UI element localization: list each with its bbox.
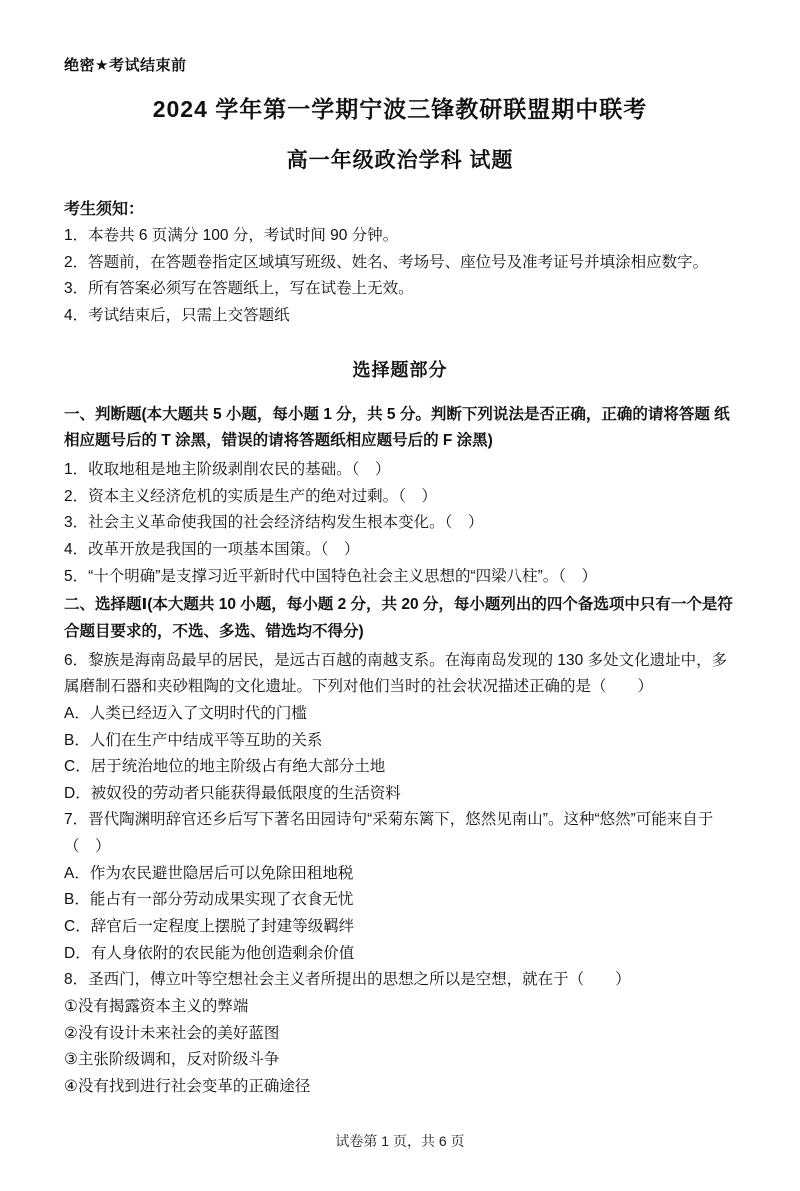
question-option: B．人们在生产中结成平等互助的关系 — [64, 731, 323, 749]
notice-item: 4．考试结束后，只需上交答题纸 — [64, 306, 290, 324]
notice-list — [64, 223, 736, 330]
question: 2．资本主义经济危机的实质是生产的绝对过剩。（ ） — [64, 487, 437, 505]
question-subitem: ④没有找到进行社会变革的正确途径 — [64, 1078, 311, 1096]
question-option: C．居于统治地位的地主阶级占有绝大部分土地 — [64, 758, 386, 776]
question-subitem: ①没有揭露资本主义的弊端 — [64, 998, 249, 1016]
question-subitem: ②没有设计未来社会的美好蓝图 — [64, 1024, 280, 1042]
question-option: D．被奴役的劳动者只能获得最低限度的生活资料 — [64, 784, 401, 802]
question: 5．“十个明确”是支撑习近平新时代中国特色社会主义思想的“四梁八柱”。（ ） — [64, 567, 598, 585]
question-block-8 — [64, 967, 736, 1100]
notice-heading: 考生须知： — [64, 201, 145, 218]
exam-subtitle: 高一年级政治学科 试题 — [286, 149, 514, 172]
footer-page-info: 试卷第 1 页，共 6 页 — [335, 1132, 465, 1149]
classification-banner: 绝密★考试结束前 — [64, 57, 187, 74]
question-stem: 7．晋代陶渊明辞官还乡后写下著名田园诗句“采菊东篱下，悠然见南山”。这种“悠然”可能来自于（ ） — [64, 811, 714, 856]
part2-heading: 二、选择题Ⅰ(本大题共 10 小题，每小题 2 分，共 20 分，每小题列出的四个备选项中只有一个是符合题目要求的，不选、多选、错选均不得分) — [64, 596, 733, 640]
question-stem: 8．圣西门，傅立叶等空想社会主义者所提出的思想之所以是空想，就在于（ ） — [64, 971, 631, 989]
question-subitem: ③主张阶级调和，反对阶级斗争 — [64, 1051, 280, 1069]
question-option: A．作为农民避世隐居后可以免除田租地税 — [64, 864, 354, 882]
part1-heading: 一、判断题(本大题共 5 小题，每小题 1 分，共 5 分。判断下列说法是否正确，正确的请将答题 纸相应题号后的 T 涂黑，错误的请将答题纸相应题号后的 F 涂黑) — [64, 405, 730, 450]
question-option: C．辞官后一定程度上摆脱了封建等级羁绊 — [64, 918, 355, 936]
question-stem: 6．黎族是海南岛最早的居民，是远古百越的南越支系。在海南岛发现的 130 多处文化遗址中，多属磨制石器和夹砂粗陶的文化遗址。下列对他们当时的社会状况描述正确的是（ ） — [64, 651, 728, 696]
notice-item: 3．所有答案必须写在答题纸上，写在试卷上无效。 — [64, 280, 414, 298]
question-option: B．能占有一部分劳动成果实现了衣食无忧 — [64, 891, 354, 909]
notice-item: 2．答题前，在答题卷指定区域填写班级、姓名、考场号、座位号及准考证号并填涂相应数字。 — [64, 253, 709, 271]
section-title: 选择题部分 — [352, 359, 448, 380]
exam-title: 2024 学年第一学期宁波三锋教研联盟期中联考 — [152, 96, 648, 122]
question-block-7 — [64, 807, 736, 967]
question-option: A．人类已经迈入了文明时代的门槛 — [64, 704, 307, 722]
question: 1．收取地租是地主阶级剥削农民的基础。（ ） — [64, 460, 391, 478]
question: 3．社会主义革命使我国的社会经济结构发生根本变化。（ ） — [64, 514, 484, 532]
question: 4．改革开放是我国的一项基本国策。（ ） — [64, 540, 360, 558]
notice-item: 1．本卷共 6 页满分 100 分，考试时间 90 分钟。 — [64, 227, 399, 244]
question-option: D．有人身依附的农民能为他创造剩余价值 — [64, 944, 355, 962]
part1-question-list — [64, 457, 736, 590]
question-block-6 — [64, 648, 736, 808]
